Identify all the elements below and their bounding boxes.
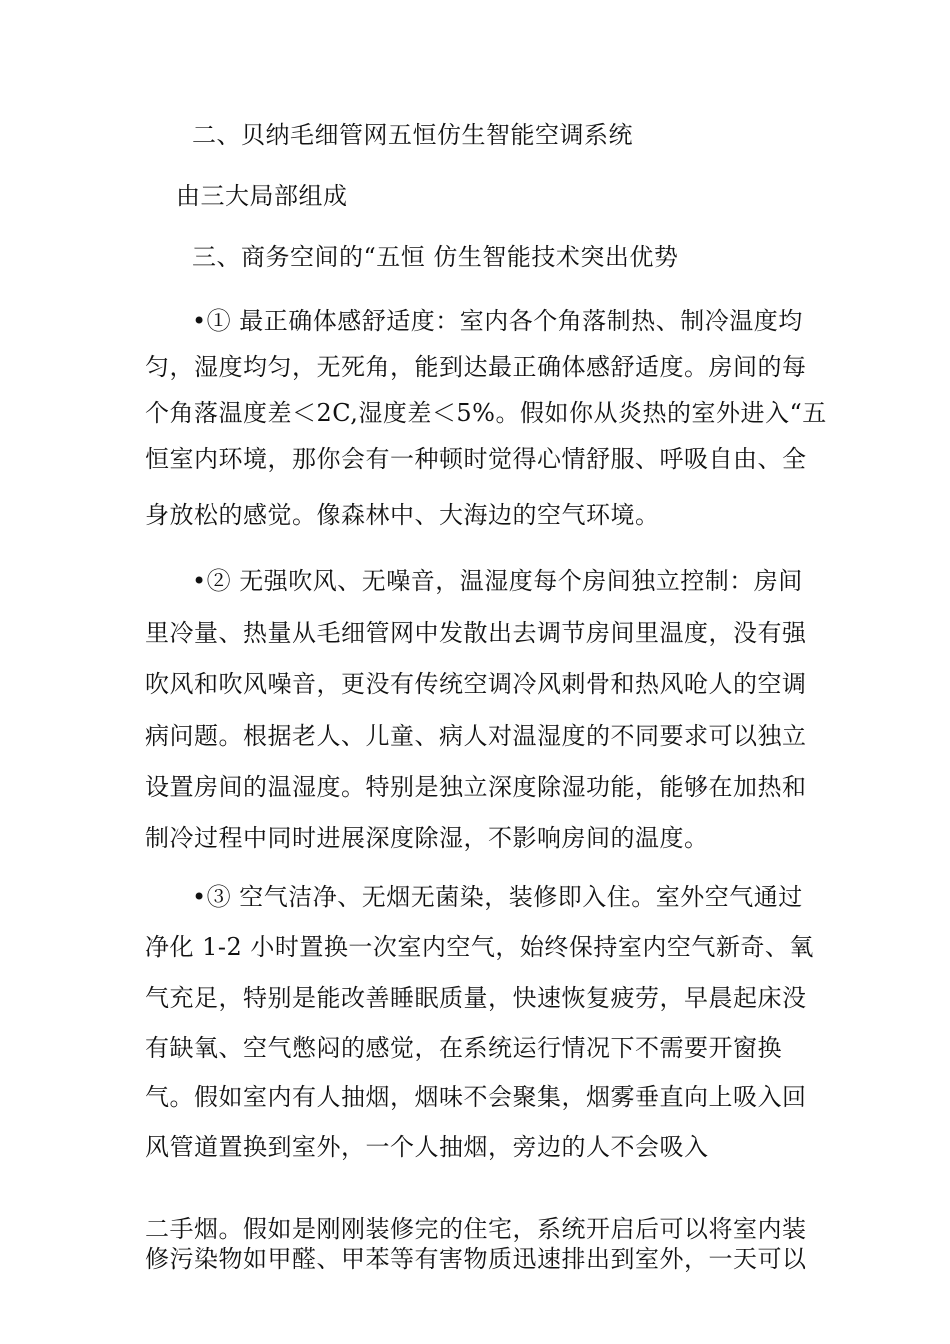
paragraph-line: 风管道置换到室外，一个人抽烟，旁边的人不会吸入 xyxy=(145,1133,709,1161)
heading-section-three: 三、商务空间的“五恒 仿生智能技术突出优势 xyxy=(192,243,679,271)
paragraph-line: 制冷过程中同时进展深度除湿，不影响房间的温度。 xyxy=(145,824,709,852)
paragraph-line: 有缺氧、空气憋闷的感觉，在系统运行情况下不需要开窗换 xyxy=(145,1034,782,1062)
paragraph-line: 吹风和吹风噪音，更没有传统空调冷风刺骨和热风呛人的空调 xyxy=(145,670,807,698)
paragraph-line: 身放松的感觉。像森林中、大海边的空气环境。 xyxy=(145,501,660,529)
paragraph-line: 病问题。根据老人、儿童、病人对温湿度的不同要求可以独立 xyxy=(145,722,807,750)
paragraph-line: 净化 1-2 小时置换一次室内空气，始终保持室内空气新奇、氧 xyxy=(145,933,814,961)
paragraph-line: 修污染物如甲醛、甲苯等有害物质迅速排出到室外，一天可以 xyxy=(145,1245,807,1273)
paragraph-line: 恒室内环境，那你会有一种顿时觉得心情舒服、呼吸自由、全 xyxy=(145,445,807,473)
paragraph-line: 设置房间的温湿度。特别是独立深度除湿功能，能够在加热和 xyxy=(145,773,807,801)
heading-section-two: 二、贝纳毛细管网五恒仿生智能空调系统 xyxy=(192,121,633,149)
paragraph-line: 个角落温度差＜2C,湿度差＜5%。假如你从炎热的室外进入“五 xyxy=(145,399,827,427)
paragraph-line: •③ 空气洁净、无烟无菌染，装修即入住。室外空气通过 xyxy=(192,883,803,911)
paragraph-line: 匀，湿度均匀，无死角，能到达最正确体感舒适度。房间的每 xyxy=(145,353,807,381)
paragraph-line: 气充足，特别是能改善睡眠质量，快速恢复疲劳，早晨起床没 xyxy=(145,984,807,1012)
paragraph-line: 气。假如室内有人抽烟，烟味不会聚集，烟雾垂直向上吸入回 xyxy=(145,1083,807,1111)
paragraph-line: 二手烟。假如是刚刚装修完的住宅，系统开启后可以将室内装 xyxy=(145,1215,807,1243)
paragraph-line: •① 最正确体感舒适度：室内各个角落制热、制冷温度均 xyxy=(192,307,803,335)
paragraph-line: 里冷量、热量从毛细管网中发散出去调节房间里温度，没有强 xyxy=(145,619,807,647)
subline-three-parts: 由三大局部组成 xyxy=(176,182,348,210)
paragraph-line: •② 无强吹风、无噪音，温湿度每个房间独立控制：房间 xyxy=(192,567,803,595)
